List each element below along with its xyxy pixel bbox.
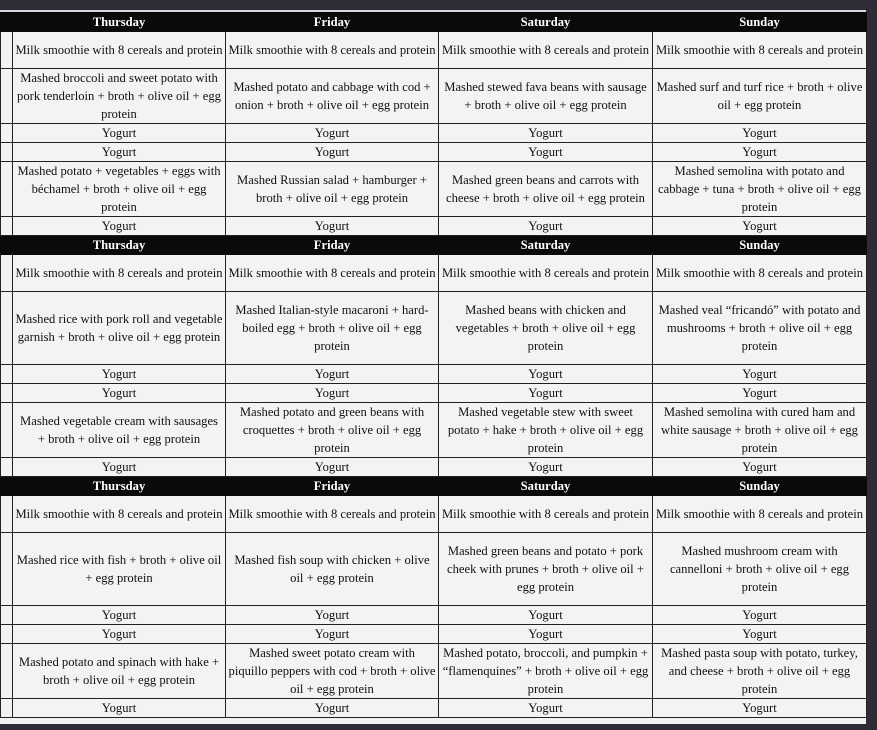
row-stub: [1, 143, 13, 162]
meal-cell: Mashed green beans and potato + pork cheek with prunes + broth + olive oil + egg protein: [439, 533, 653, 606]
meal-cell: Yogurt: [13, 217, 226, 236]
meal-cell: Yogurt: [653, 384, 867, 403]
meal-cell: Yogurt: [439, 217, 653, 236]
meal-cell: Yogurt: [226, 217, 439, 236]
meal-cell: Yogurt: [653, 124, 867, 143]
meal-cell: Milk smoothie with 8 cereals and protein: [439, 496, 653, 533]
meal-cell: Mashed semolina with potato and cabbage + tuna + broth + olive oil + egg protein: [653, 162, 867, 217]
header-stub: [1, 13, 13, 32]
row-stub: [1, 365, 13, 384]
day-header-saturday: Saturday: [439, 236, 653, 255]
meal-cell: Yogurt: [13, 458, 226, 477]
meal-cell: Mashed broccoli and sweet potato with pork tenderloin + broth + olive oil + egg protein: [13, 69, 226, 124]
day-header-row: [1, 236, 867, 255]
meal-cell: Milk smoothie with 8 cereals and protein: [13, 255, 226, 292]
day-header-friday: Friday: [226, 477, 439, 496]
lunch-row: [1, 292, 867, 365]
row-stub: [1, 458, 13, 477]
meal-cell: Yogurt: [13, 124, 226, 143]
snack-row: [1, 365, 867, 384]
meal-cell: Yogurt: [439, 365, 653, 384]
day-header-saturday: Saturday: [439, 477, 653, 496]
meal-cell: Yogurt: [653, 458, 867, 477]
meal-cell: Mashed potato and spinach with hake + broth + olive oil + egg protein: [13, 644, 226, 699]
meal-cell: Mashed veal “fricandó” with potato and mushrooms + broth + olive oil + egg protein: [653, 292, 867, 365]
weekly-menu-table: [0, 12, 867, 718]
breakfast-row: [1, 32, 867, 69]
row-stub: [1, 533, 13, 606]
meal-cell: Mashed rice with pork roll and vegetable garnish + broth + olive oil + egg protein: [13, 292, 226, 365]
meal-cell: Milk smoothie with 8 cereals and protein: [653, 32, 867, 69]
meal-cell: Yogurt: [226, 365, 439, 384]
meal-cell: Yogurt: [13, 365, 226, 384]
row-stub: [1, 403, 13, 458]
row-stub: [1, 644, 13, 699]
snack-row: [1, 143, 867, 162]
row-stub: [1, 32, 13, 69]
meal-cell: Yogurt: [13, 606, 226, 625]
meal-cell: Mashed mushroom cream with cannelloni + broth + olive oil + egg protein: [653, 533, 867, 606]
meal-cell: Mashed pasta soup with potato, turkey, and cheese + broth + olive oil + egg protein: [653, 644, 867, 699]
row-stub: [1, 292, 13, 365]
day-header-friday: Friday: [226, 13, 439, 32]
snack-row: [1, 699, 867, 718]
meal-cell: Yogurt: [226, 384, 439, 403]
lunch-row: [1, 69, 867, 124]
background-strip: [0, 724, 877, 730]
day-header-friday: Friday: [226, 236, 439, 255]
meal-cell: Yogurt: [226, 143, 439, 162]
day-header-saturday: Saturday: [439, 13, 653, 32]
meal-cell: Milk smoothie with 8 cereals and protein: [13, 496, 226, 533]
row-stub: [1, 606, 13, 625]
meal-cell: Yogurt: [439, 124, 653, 143]
day-header-sunday: Sunday: [653, 236, 867, 255]
meal-cell: Mashed surf and turf rice + broth + olive oil + egg protein: [653, 69, 867, 124]
meal-cell: Yogurt: [439, 699, 653, 718]
meal-cell: Mashed potato and green beans with croquettes + broth + olive oil + egg protein: [226, 403, 439, 458]
row-stub: [1, 384, 13, 403]
meal-cell: Yogurt: [439, 458, 653, 477]
meal-cell: Mashed vegetable stew with sweet potato + hake + broth + olive oil + egg protein: [439, 403, 653, 458]
meal-cell: Yogurt: [13, 384, 226, 403]
meal-cell: Mashed semolina with cured ham and white sausage + broth + olive oil + egg protein: [653, 403, 867, 458]
meal-cell: Mashed potato and cabbage with cod + onion + broth + olive oil + egg protein: [226, 69, 439, 124]
meal-cell: Yogurt: [226, 625, 439, 644]
day-header-row: [1, 477, 867, 496]
meal-cell: Milk smoothie with 8 cereals and protein: [439, 255, 653, 292]
meal-cell: Mashed sweet potato cream with piquillo peppers with cod + broth + olive oil + egg protein: [226, 644, 439, 699]
meal-cell: Milk smoothie with 8 cereals and protein: [653, 255, 867, 292]
lunch-row: [1, 533, 867, 606]
meal-cell: Mashed stewed fava beans with sausage + broth + olive oil + egg protein: [439, 69, 653, 124]
meal-cell: Mashed fish soup with chicken + olive oil + egg protein: [226, 533, 439, 606]
meal-cell: Yogurt: [439, 625, 653, 644]
breakfast-row: [1, 255, 867, 292]
row-stub: [1, 625, 13, 644]
snack-row: [1, 384, 867, 403]
meal-cell: Yogurt: [13, 699, 226, 718]
day-header-row: [1, 13, 867, 32]
meal-cell: Milk smoothie with 8 cereals and protein: [226, 255, 439, 292]
meal-cell: Mashed vegetable cream with sausages + broth + olive oil + egg protein: [13, 403, 226, 458]
day-header-thursday: Thursday: [13, 477, 226, 496]
header-stub: [1, 477, 13, 496]
row-stub: [1, 255, 13, 292]
dinner-row: [1, 162, 867, 217]
meal-cell: Mashed potato, broccoli, and pumpkin + “flamenquines” + broth + olive oil + egg protein: [439, 644, 653, 699]
snack-row: [1, 625, 867, 644]
meal-cell: Yogurt: [226, 699, 439, 718]
meal-cell: Yogurt: [653, 606, 867, 625]
meal-cell: Milk smoothie with 8 cereals and protein: [653, 496, 867, 533]
meal-cell: Mashed beans with chicken and vegetables + broth + olive oil + egg protein: [439, 292, 653, 365]
meal-cell: Yogurt: [439, 143, 653, 162]
meal-cell: Yogurt: [653, 699, 867, 718]
row-stub: [1, 699, 13, 718]
meal-cell: Yogurt: [439, 606, 653, 625]
row-stub: [1, 69, 13, 124]
snack-row: [1, 606, 867, 625]
meal-cell: Mashed green beans and carrots with cheese + broth + olive oil + egg protein: [439, 162, 653, 217]
row-stub: [1, 496, 13, 533]
meal-cell: Yogurt: [226, 458, 439, 477]
meal-cell: Milk smoothie with 8 cereals and protein: [439, 32, 653, 69]
snack-row: [1, 124, 867, 143]
meal-cell: Yogurt: [13, 625, 226, 644]
meal-cell: Milk smoothie with 8 cereals and protein: [226, 32, 439, 69]
meal-cell: Mashed potato + vegetables + eggs with béchamel + broth + olive oil + egg protein: [13, 162, 226, 217]
meal-cell: Milk smoothie with 8 cereals and protein: [226, 496, 439, 533]
day-header-thursday: Thursday: [13, 236, 226, 255]
breakfast-row: [1, 496, 867, 533]
meal-cell: Milk smoothie with 8 cereals and protein: [13, 32, 226, 69]
dinner-row: [1, 644, 867, 699]
meal-cell: Yogurt: [13, 143, 226, 162]
meal-cell: Mashed rice with fish + broth + olive oil + egg protein: [13, 533, 226, 606]
day-header-thursday: Thursday: [13, 13, 226, 32]
meal-cell: Mashed Russian salad + hamburger + broth + olive oil + egg protein: [226, 162, 439, 217]
row-stub: [1, 162, 13, 217]
meal-cell: Yogurt: [653, 143, 867, 162]
meal-cell: Yogurt: [653, 625, 867, 644]
meal-cell: Mashed Italian-style macaroni + hard-boiled egg + broth + olive oil + egg protein: [226, 292, 439, 365]
meal-cell: Yogurt: [226, 124, 439, 143]
meal-cell: Yogurt: [226, 606, 439, 625]
day-header-sunday: Sunday: [653, 13, 867, 32]
meal-cell: Yogurt: [653, 365, 867, 384]
snack-row: [1, 458, 867, 477]
meal-cell: Yogurt: [439, 384, 653, 403]
day-header-sunday: Sunday: [653, 477, 867, 496]
header-stub: [1, 236, 13, 255]
dinner-row: [1, 403, 867, 458]
row-stub: [1, 124, 13, 143]
row-stub: [1, 217, 13, 236]
snack-row: [1, 217, 867, 236]
meal-cell: Yogurt: [653, 217, 867, 236]
